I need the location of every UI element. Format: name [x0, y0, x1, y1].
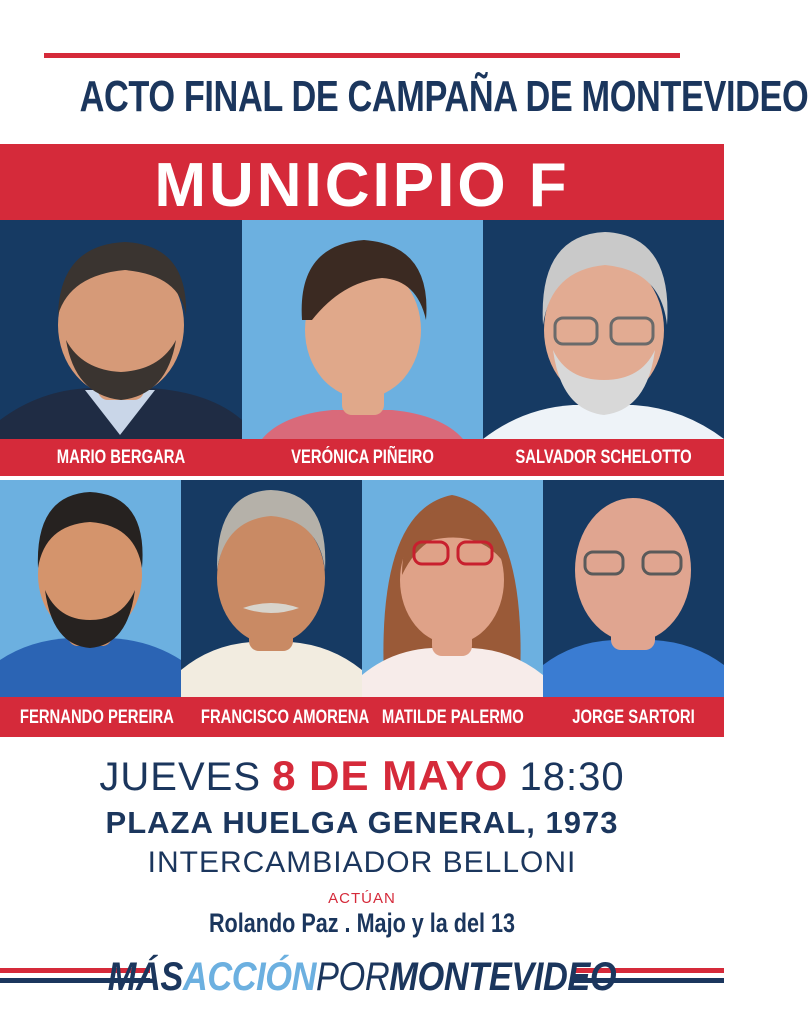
candidate-name-2: VERÓNICA PIÑEIRO: [291, 447, 434, 468]
event-time: 18:30: [519, 755, 625, 799]
slogan-part-mas: MÁS: [107, 955, 183, 999]
portrait-3: [483, 220, 724, 439]
event-date: 8 DE MAYO: [272, 752, 509, 799]
candidate-name-5: FRANCISCO AMORENA: [200, 707, 370, 728]
candidate-photo-1: [0, 220, 242, 439]
portrait-4: [0, 480, 181, 697]
municipio-banner: MUNICIPIO F: [154, 151, 570, 220]
portrait-2: [242, 220, 483, 439]
slogan-part-montevideo: MONTEVIDEO: [389, 955, 617, 999]
candidate-photo-4: [0, 480, 181, 697]
candidate-photo-5: [181, 480, 362, 697]
event-place: PLAZA HUELGA GENERAL, 1973: [105, 805, 619, 840]
candidate-name-6: MATILDE PALERMO: [381, 707, 524, 728]
candidate-photo-7: [543, 480, 724, 697]
candidate-name-1: MARIO BERGARA: [56, 447, 186, 468]
candidate-name-4: FERNANDO PEREIRA: [19, 707, 174, 728]
performers: Rolando Paz . Majo y la del 13: [208, 908, 516, 938]
slogan-part-por: POR: [316, 955, 390, 999]
event-place-detail: INTERCAMBIADOR BELLONI: [147, 846, 577, 879]
portrait-6: [362, 480, 543, 697]
portrait-5: [181, 480, 362, 697]
portrait-1: [0, 220, 242, 439]
candidate-name-7: JORGE SARTORI: [572, 707, 695, 728]
campaign-slogan: [51, 955, 674, 1000]
performers-label: ACTÚAN: [328, 890, 396, 907]
event-day: JUEVES: [99, 755, 262, 799]
top-rule: [44, 53, 680, 58]
candidate-photo-6: [362, 480, 543, 697]
candidate-photo-2: [242, 220, 483, 439]
slogan-part-accion: ACCIÓN: [182, 955, 317, 999]
campaign-title: ACTO FINAL DE CAMPAÑA DE MONTEVIDEO: [79, 72, 808, 121]
event-date-line: [0, 752, 724, 800]
candidate-name-3: SALVADOR SCHELOTTO: [515, 447, 692, 468]
portrait-7: [543, 480, 724, 697]
candidate-photo-3: [483, 220, 724, 439]
